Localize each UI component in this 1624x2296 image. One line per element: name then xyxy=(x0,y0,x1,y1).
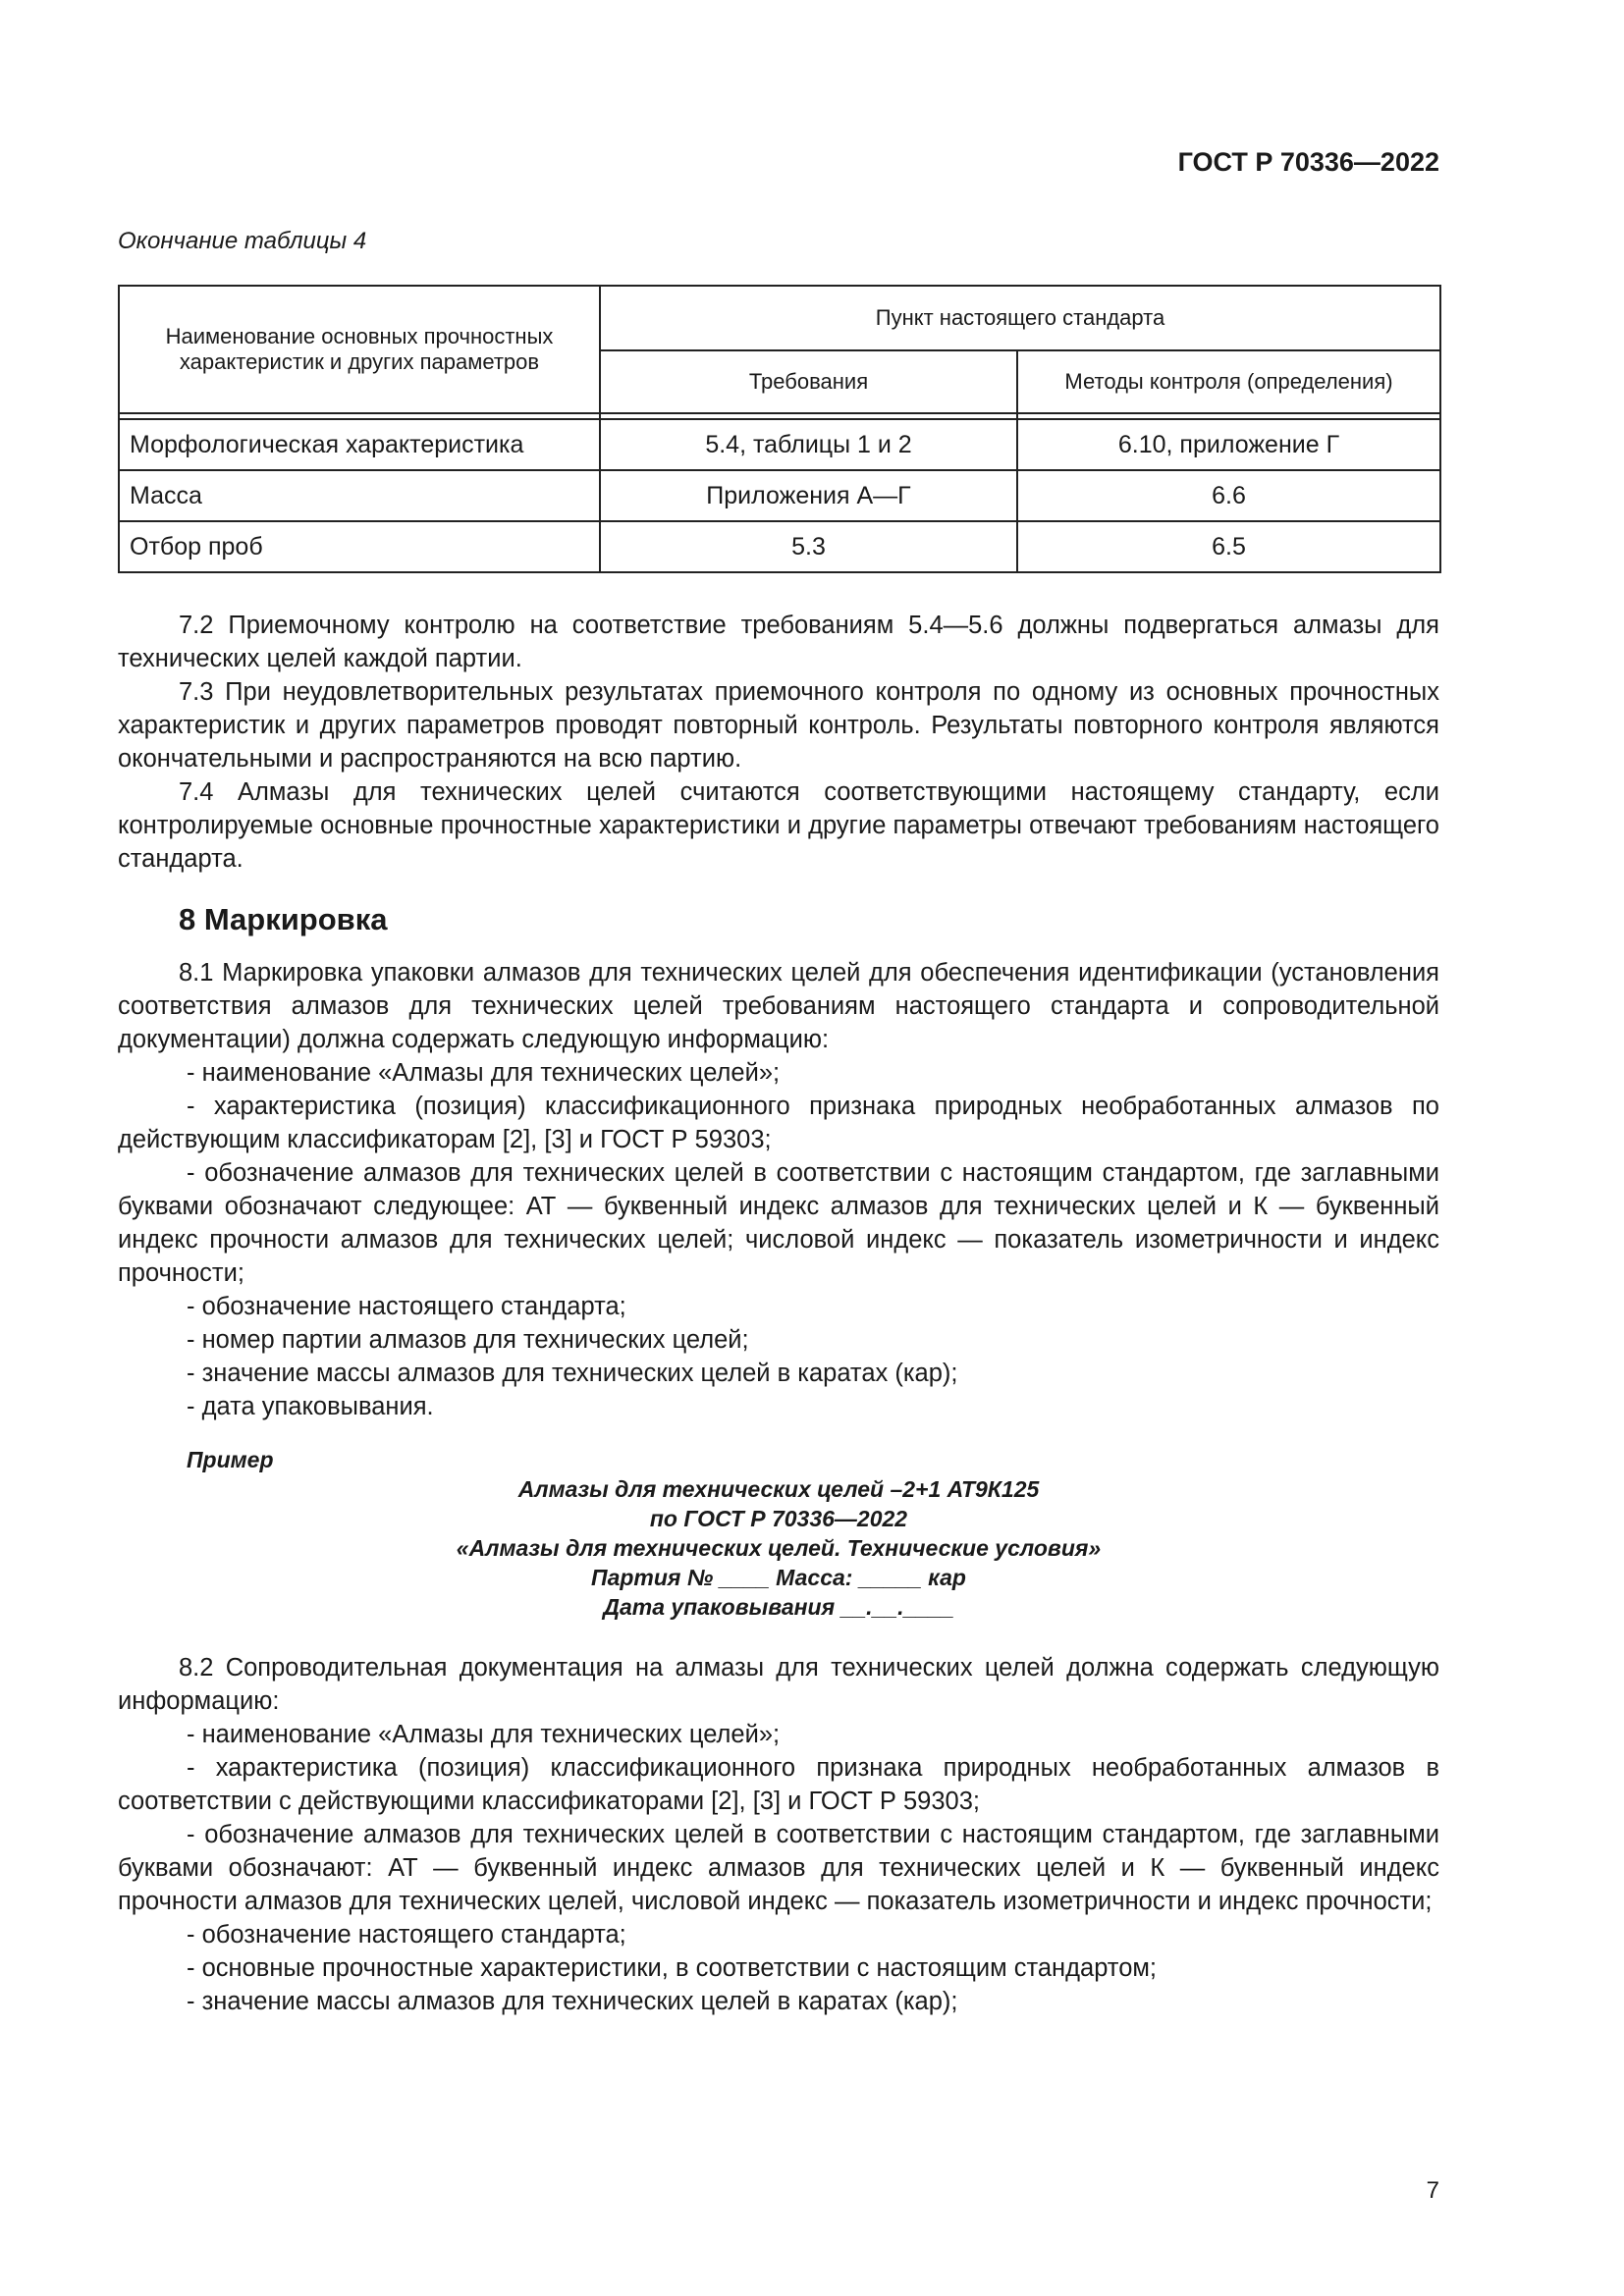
example-line: «Алмазы для технических целей. Технические условия» xyxy=(456,1535,1102,1561)
paragraph-7-3: 7.3 При неудовлетворительных результатах приемочного контроля по одному из основных прочностных характеристик и других параметров проводят повторный контроль. Результаты повторного контроля являются окончательными и распространяются на всю партию. xyxy=(118,678,1439,773)
example-line: Партия № ____ Масса: _____ кар xyxy=(591,1565,966,1590)
example-line: по ГОСТ Р 70336—2022 xyxy=(649,1506,908,1531)
example-block xyxy=(118,1474,1439,1622)
list-item: - обозначение настоящего стандарта; xyxy=(187,1921,626,1949)
table-row xyxy=(119,470,1440,521)
row-name: Отбор проб xyxy=(119,521,600,572)
table-row xyxy=(119,419,1440,470)
list-item: - значение массы алмазов для технических целей в каратах (кар); xyxy=(187,1988,958,2015)
row-req: 5.3 xyxy=(600,521,1017,572)
table-row xyxy=(119,521,1440,572)
body-text xyxy=(118,609,1439,2018)
paragraph-8-1: 8.1 Маркировка упаковки алмазов для технических целей для обеспечения идентификации (установления соответствия алмазов для технических целей требованиям настоящего стандарта и сопроводительной документации) должна содержать следующую информацию: xyxy=(118,959,1439,1053)
parameters-table xyxy=(118,285,1441,573)
list-item: - наименование «Алмазы для технических целей»; xyxy=(187,1721,781,1748)
list-item: - номер партии алмазов для технических целей; xyxy=(187,1326,749,1354)
row-req: Приложения А—Г xyxy=(600,470,1017,521)
list-item: - характеристика (позиция) классификационного признака природных необработанных алмазов по действующим классификаторам [2], [3] и ГОСТ Р 59303; xyxy=(118,1093,1439,1153)
row-name: Масса xyxy=(119,470,600,521)
example-line: Алмазы для технических целей –2+1 АТ9К125 xyxy=(517,1476,1040,1502)
row-name: Морфологическая характеристика xyxy=(119,419,600,470)
paragraph-8-2: 8.2 Сопроводительная документация на алмазы для технических целей должна содержать следующую информацию: xyxy=(118,1654,1439,1715)
list-item: - характеристика (позиция) классификационного признака природных необработанных алмазов в соответствии с действующими классификаторами [2], [3] и ГОСТ Р 59303; xyxy=(118,1754,1439,1815)
col3-header: Методы контроля (определения) xyxy=(1017,350,1440,413)
list-item: - обозначение настоящего стандарта; xyxy=(187,1293,626,1320)
row-req: 5.4, таблицы 1 и 2 xyxy=(600,419,1017,470)
list-item: - дата упаковывания. xyxy=(187,1393,434,1420)
row-method: 6.10, приложение Г xyxy=(1017,419,1440,470)
example-line: Дата упаковывания __.__.____ xyxy=(603,1594,954,1620)
row-method: 6.5 xyxy=(1017,521,1440,572)
list-item: - наименование «Алмазы для технических целей»; xyxy=(187,1059,781,1087)
col2-header: Требования xyxy=(600,350,1017,413)
paragraph-7-2: 7.2 Приемочному контролю на соответствие требованиям 5.4—5.6 должны подвергаться алмазы для технических целей каждой партии. xyxy=(118,612,1439,672)
list-item: - обозначение алмазов для технических целей в соответствии с настоящим стандартом, где заглавными буквами обозначают следующее: АТ — буквенный индекс алмазов для технических целей и К — буквенный индекс прочности алмазов для технических целей; числовой индекс — показатель изометричности и индекс прочности; xyxy=(118,1159,1439,1287)
list-item: - значение массы алмазов для технических целей в каратах (кар); xyxy=(187,1360,958,1387)
group-header: Пункт настоящего стандарта xyxy=(600,286,1440,350)
page-number: 7 xyxy=(1426,2177,1439,2204)
standard-header: ГОСТ Р 70336—2022 xyxy=(1177,147,1439,177)
list-item: - основные прочностные характеристики, в соответствии с настоящим стандартом; xyxy=(187,1954,1158,1982)
list-item: - обозначение алмазов для технических целей в соответствии с настоящим стандартом, где заглавными буквами обозначают: АТ — буквенный индекс алмазов для технических целей и К — буквенный индекс прочности алмазов для технических целей, числовой индекс — показатель изометричности и индекс прочности; xyxy=(118,1821,1439,1915)
paragraph-7-4: 7.4 Алмазы для технических целей считаются соответствующими настоящему стандарту, если контролируемые основные прочностные характеристики и другие параметры отвечают требованиям настоящего стандарта. xyxy=(118,778,1439,873)
example-label: Пример xyxy=(187,1447,274,1472)
table-caption: Окончание таблицы 4 xyxy=(118,228,367,254)
col1-header: Наименование основных прочностных характеристик и других параметров xyxy=(119,286,600,413)
section-8-title: 8 Маркировка xyxy=(179,902,388,936)
row-method: 6.6 xyxy=(1017,470,1440,521)
